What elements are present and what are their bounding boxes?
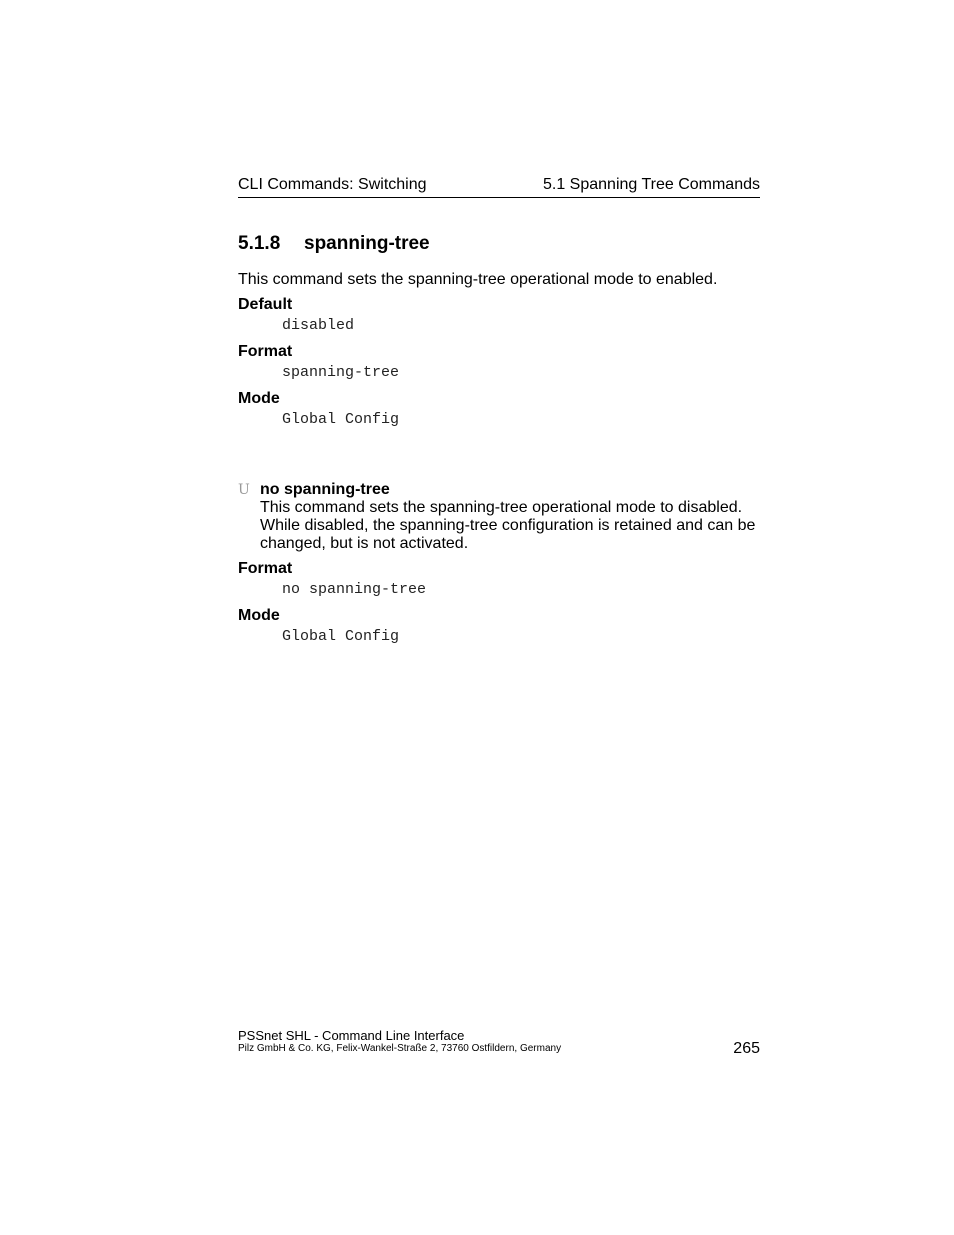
running-header (238, 175, 760, 198)
section-description: This command sets the spanning-tree operational mode to enabled. (238, 271, 718, 288)
subcommand-title: no spanning-tree (260, 481, 390, 498)
document-page (238, 0, 760, 1235)
format-value: spanning-tree (282, 364, 400, 381)
subcommand-mode-label: Mode (238, 607, 280, 624)
section-heading (238, 233, 430, 255)
section-number: 5.1.8 (238, 233, 281, 254)
section-title: spanning-tree (304, 233, 430, 254)
default-value: disabled (282, 317, 355, 334)
format-label: Format (238, 343, 293, 360)
header-section: 5.1 Spanning Tree Commands (542, 176, 760, 193)
default-label: Default (238, 296, 293, 313)
bullet-icon: U (238, 482, 250, 498)
header-chapter: CLI Commands: Switching (238, 176, 427, 193)
subcommand-mode-value: Global Config (282, 628, 400, 645)
footer-company: Pilz GmbH & Co. KG, Felix-Wankel-Straße 2, 73760 Ostfildern, Germany (238, 1043, 562, 1054)
mode-value: Global Config (282, 411, 400, 428)
subcommand-description: This command sets the spanning-tree operational mode to disabled. While disabled, the spanning-tree configuration is retained and can be changed, but is not activated. (260, 499, 756, 552)
page-number: 265 (733, 1040, 760, 1057)
subcommand-format-label: Format (238, 560, 293, 577)
subcommand-format-value: no spanning-tree (282, 581, 427, 598)
mode-label: Mode (238, 390, 280, 407)
footer-product: PSSnet SHL - Command Line Interface (238, 1028, 465, 1043)
